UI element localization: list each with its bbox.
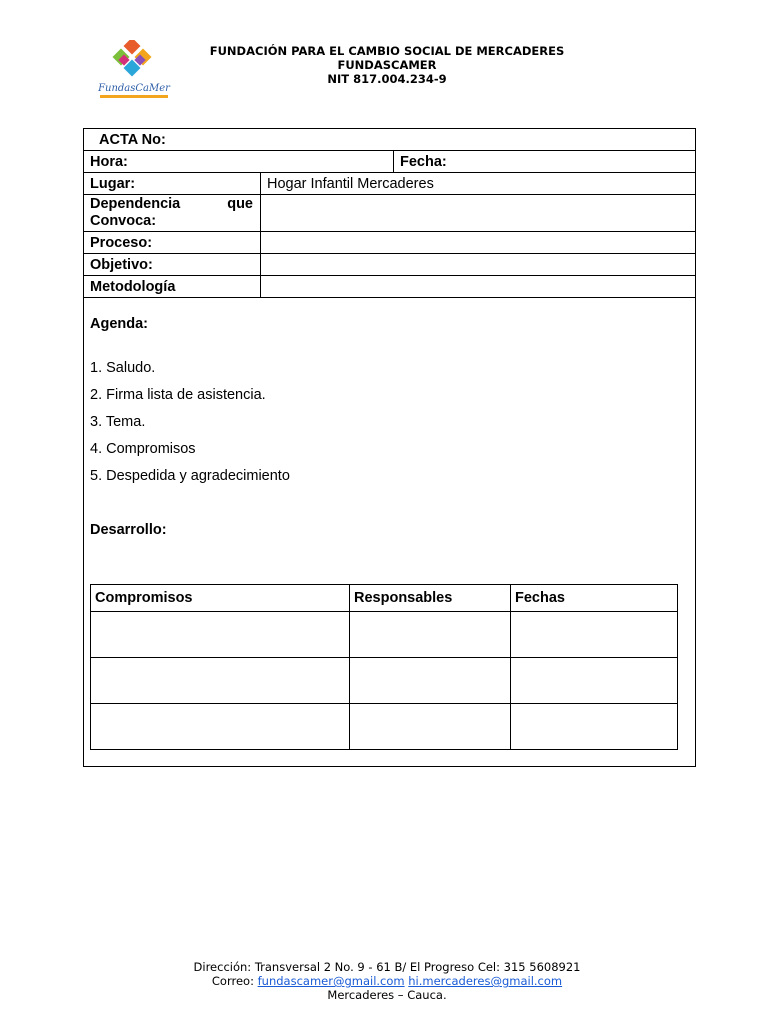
table-cell xyxy=(511,658,678,704)
metodologia-label: Metodología xyxy=(90,278,176,295)
objetivo-row xyxy=(84,254,695,276)
acta-row xyxy=(84,129,695,151)
organization-header xyxy=(200,44,574,86)
table-row xyxy=(91,612,678,658)
footer-city: Mercaderes – Cauca. xyxy=(327,988,447,1002)
dependencia-value xyxy=(260,195,695,231)
metodologia-row xyxy=(84,276,695,298)
objetivo-value xyxy=(260,254,695,275)
colorful-diamond-logo-icon xyxy=(96,40,172,100)
footer-email-line xyxy=(150,974,624,988)
acta-form xyxy=(83,128,696,767)
table-cell xyxy=(350,612,511,658)
fecha-label: Fecha: xyxy=(393,151,695,172)
table-row xyxy=(91,704,678,750)
proceso-value xyxy=(260,232,695,253)
fechas-header: Fechas xyxy=(511,585,678,612)
lugar-label: Lugar: xyxy=(90,175,136,192)
agenda-item: 2. Firma lista de asistencia. xyxy=(90,387,266,403)
dependencia-word: Dependencia xyxy=(90,196,181,212)
table-row xyxy=(91,658,678,704)
header-line-2: FUNDASCAMER xyxy=(337,58,437,72)
compromisos-header: Compromisos xyxy=(91,585,350,612)
compromisos-table xyxy=(90,584,678,750)
agenda-item: 3. Tema. xyxy=(90,414,146,430)
proceso-label: Proceso: xyxy=(90,234,153,251)
agenda-item: 4. Compromisos xyxy=(90,441,196,457)
agenda-title: Agenda: xyxy=(90,316,148,332)
que-word: que xyxy=(227,196,253,212)
table-cell xyxy=(350,658,511,704)
acta-label: ACTA No: xyxy=(99,131,166,148)
desarrollo-title: Desarrollo: xyxy=(90,522,167,538)
header-line-3: NIT 817.004.234-9 xyxy=(327,72,447,86)
email-link-hi-mercaderes[interactable]: hi.mercaderes@gmail.com xyxy=(408,974,563,988)
objetivo-label: Objetivo: xyxy=(90,256,153,273)
table-cell xyxy=(511,612,678,658)
table-header-row xyxy=(91,585,678,612)
fundascamer-logo xyxy=(96,40,172,100)
lugar-value: Hogar Infantil Mercaderes xyxy=(260,173,695,194)
lugar-row xyxy=(84,173,695,195)
dependencia-row xyxy=(84,195,695,232)
table-cell xyxy=(91,704,350,750)
responsables-header: Responsables xyxy=(350,585,511,612)
table-cell xyxy=(91,658,350,704)
table-cell xyxy=(350,704,511,750)
hora-label: Hora: xyxy=(90,153,128,170)
page-footer xyxy=(150,960,624,1002)
metodologia-value xyxy=(260,276,695,297)
table-cell xyxy=(511,704,678,750)
header-line-1: FUNDACIÓN PARA EL CAMBIO SOCIAL DE MERCADERES xyxy=(209,44,565,58)
proceso-row xyxy=(84,232,695,254)
agenda-item: 1. Saludo. xyxy=(90,360,156,376)
email-link-fundascamer[interactable]: fundascamer@gmail.com xyxy=(257,974,405,988)
table-cell xyxy=(91,612,350,658)
convoca-word: Convoca: xyxy=(90,213,157,229)
dependencia-label xyxy=(84,195,260,231)
correo-label: Correo: xyxy=(211,974,254,988)
hora-fecha-row xyxy=(84,151,695,173)
logo-text: FundasCaMer xyxy=(98,83,170,94)
agenda-item: 5. Despedida y agradecimiento xyxy=(90,468,290,484)
footer-address: Dirección: Transversal 2 No. 9 - 61 B/ El Progreso Cel: 315 5608921 xyxy=(193,960,581,974)
